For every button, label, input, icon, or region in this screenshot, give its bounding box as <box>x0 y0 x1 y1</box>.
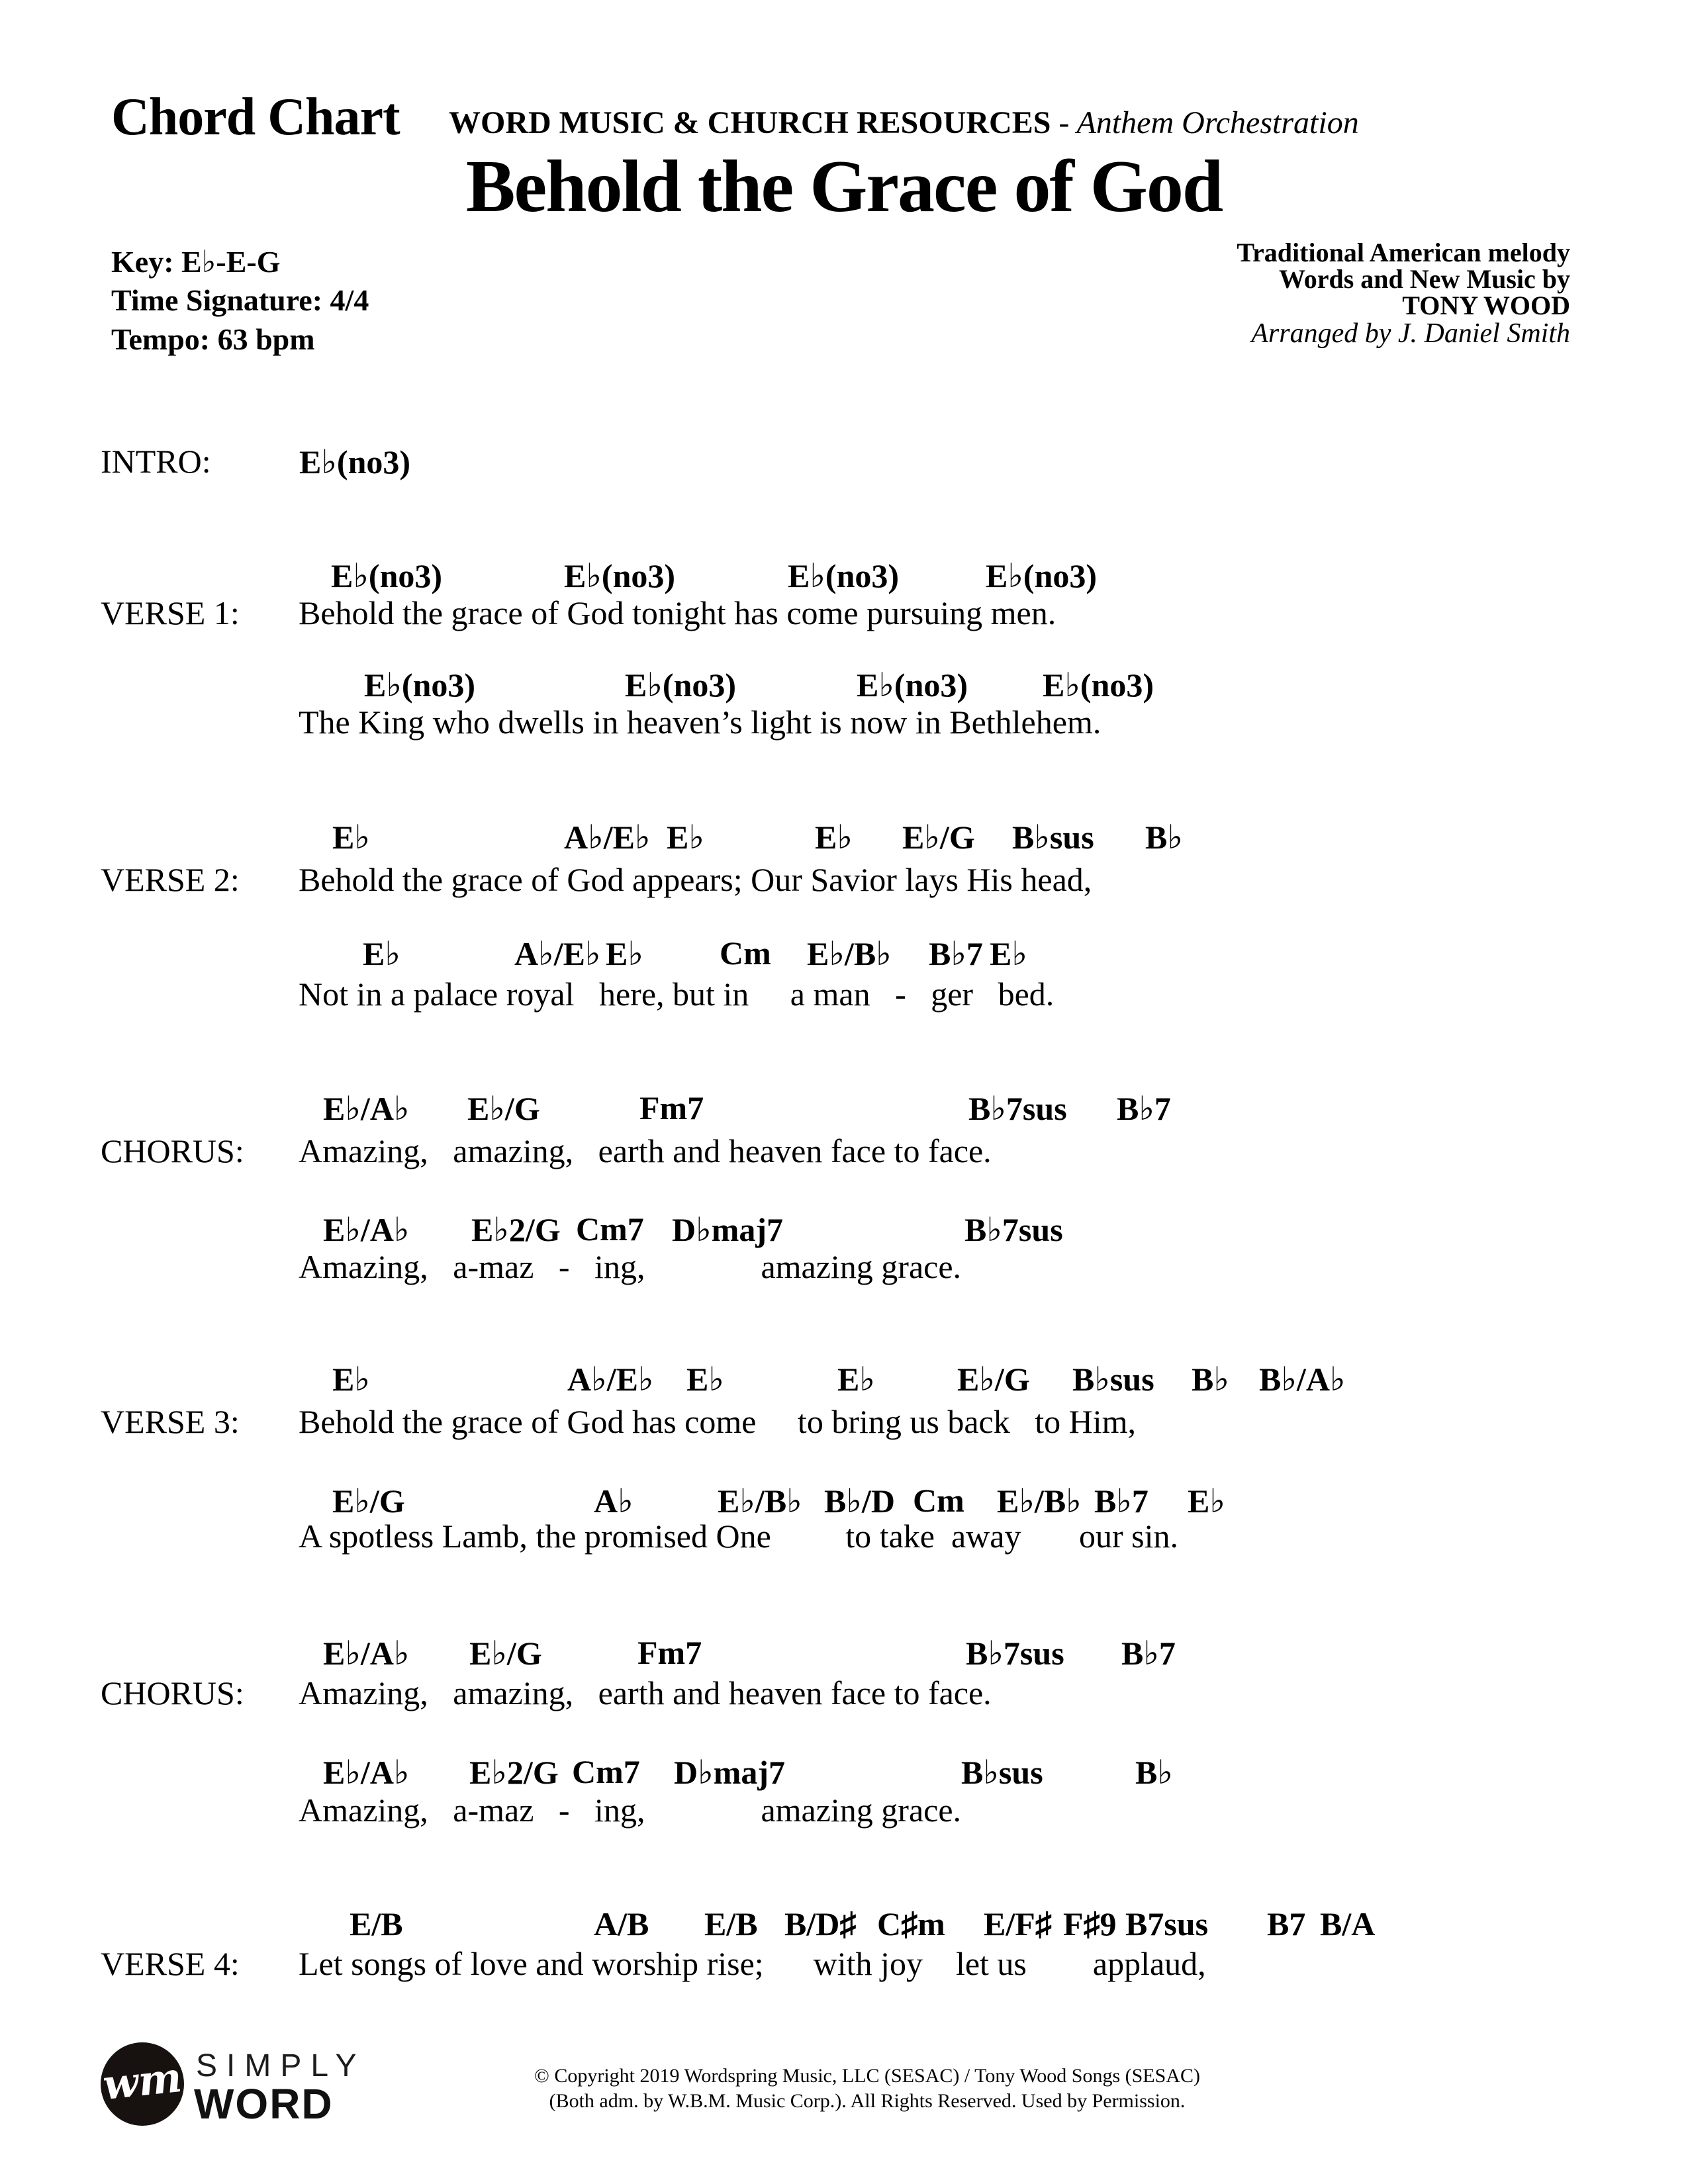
chord: E♭ <box>667 819 704 856</box>
section-label-verse2: VERSE 2: <box>101 861 240 898</box>
publisher-series: - Anthem Orchestration <box>1051 105 1359 140</box>
lyric-line: A spotless Lamb, the promised One to take away our sin. <box>299 1518 1178 1555</box>
section-label-verse1: VERSE 1: <box>101 594 240 631</box>
chord: E♭/G <box>332 1482 405 1520</box>
lyric-line: Not in a palace royal here, but in a man - ger bed. <box>299 976 1055 1013</box>
chord: D♭maj7 <box>674 1754 785 1791</box>
chord: E♭ <box>837 1361 875 1398</box>
chord: E♭ <box>363 935 400 972</box>
song-title: Behold the Grace of God <box>465 146 1223 228</box>
simply-word-logo <box>101 2042 184 2126</box>
lyric-row <box>0 1402 1688 1446</box>
chord: B♭7sus <box>968 1090 1067 1127</box>
lyric-row <box>0 703 1688 747</box>
copyright-line-2: (Both adm. by W.B.M. Music Corp.). All Rights Reserved. Used by Permission. <box>549 2090 1186 2112</box>
chord: A♭/E♭ <box>514 935 601 972</box>
chord: F♯9 <box>1063 1905 1117 1942</box>
chord: E♭2/G <box>471 1211 561 1248</box>
lyric-row <box>0 860 1688 904</box>
meta-key: Key: E♭-E-G <box>111 245 281 279</box>
chord: B♭/A♭ <box>1259 1361 1346 1398</box>
chord: Fm7 <box>637 1634 702 1671</box>
lyric-line: Amazing, amazing, earth and heaven face to face. <box>299 1674 992 1711</box>
chord: B/D♯ <box>784 1905 857 1942</box>
lyric-line: Amazing, a-maz - ing, amazing grace. <box>299 1792 962 1829</box>
chord-row <box>0 442 1688 486</box>
chord: B♭7 <box>1094 1482 1149 1520</box>
doc-type-label: Chord Chart <box>111 88 400 146</box>
chord: Cm <box>720 934 771 972</box>
chord: E♭(no3) <box>788 557 900 594</box>
lyric-line: Behold the grace of God tonight has come pursuing men. <box>299 594 1056 631</box>
chord: E♭ <box>686 1361 724 1398</box>
copyright-notice <box>424 2064 1311 2114</box>
lyric-line: Behold the grace of God has come to bring us back to Him, <box>299 1403 1136 1440</box>
section-label-verse4: VERSE 4: <box>101 1945 240 1982</box>
chord-row <box>0 1905 1688 1948</box>
chord: E/F♯ <box>984 1905 1052 1942</box>
credit-author: TONY WOOD <box>1402 291 1570 320</box>
lyric-line: The King who dwells in heaven’s light is now in Bethlehem. <box>299 704 1102 741</box>
logo-text-simply: SIMPLY <box>196 2048 366 2083</box>
chord: E♭2/G <box>469 1754 559 1791</box>
chord: E♭(no3) <box>364 666 476 704</box>
chord-row <box>0 1633 1688 1677</box>
section-label-intro: INTRO: <box>101 443 211 480</box>
chord: A♭/E♭ <box>567 1361 654 1398</box>
chord: Cm <box>913 1482 964 1519</box>
chord: E♭ <box>990 935 1027 972</box>
chord: E♭/A♭ <box>323 1211 410 1248</box>
chord: E♭/G <box>467 1090 540 1127</box>
lyric-row <box>0 1248 1688 1291</box>
chord: B7sus <box>1125 1905 1209 1942</box>
chord: E♭/A♭ <box>323 1090 410 1127</box>
chord: E♭ <box>332 819 370 856</box>
copyright-line-1: © Copyright 2019 Wordspring Music, LLC (SESAC) / Tony Wood Songs (SESAC) <box>534 2065 1200 2087</box>
chord: D♭maj7 <box>672 1211 783 1248</box>
meta-time-signature: Time Signature: 4/4 <box>111 283 369 317</box>
chord: E/B <box>704 1905 758 1942</box>
chord: E♭/A♭ <box>323 1754 410 1791</box>
chord: E♭ <box>606 935 643 972</box>
lyric-row <box>0 1791 1688 1835</box>
chord: A♭ <box>594 1482 633 1520</box>
lyric-row <box>0 594 1688 637</box>
lyric-row <box>0 1132 1688 1175</box>
chord: B♭7sus <box>964 1211 1063 1248</box>
chord-row <box>0 934 1688 978</box>
chord: E♭(no3) <box>1043 666 1154 704</box>
lyric-line: Let songs of love and worship rise; with joy let us applaud, <box>299 1945 1206 1982</box>
chord: A/B <box>594 1905 649 1942</box>
publisher-line <box>449 105 1359 141</box>
chord: E♭(no3) <box>331 557 443 594</box>
chord: E♭/B♭ <box>807 935 892 972</box>
chord: E♭(no3) <box>625 666 737 704</box>
chord: B♭/D <box>824 1482 895 1520</box>
chord-row <box>0 1752 1688 1796</box>
chord: B♭ <box>1145 819 1183 856</box>
chord: E♭/A♭ <box>323 1635 410 1672</box>
chord: Cm7 <box>572 1753 640 1790</box>
chord-row <box>0 1089 1688 1132</box>
lyric-line: Amazing, a-maz - ing, amazing grace. <box>299 1248 962 1285</box>
chord: Cm7 <box>576 1210 644 1248</box>
lyric-row <box>0 975 1688 1019</box>
chord: E♭/B♭ <box>718 1482 802 1520</box>
chord: E♭/G <box>902 819 975 856</box>
chord: B♭7 <box>1121 1635 1176 1672</box>
section-label-verse3: VERSE 3: <box>101 1403 240 1440</box>
credit-words-music: Words and New Music by <box>1278 264 1570 294</box>
chord: B/A <box>1320 1905 1376 1942</box>
chord: B♭sus <box>1012 819 1094 856</box>
meta-tempo: Tempo: 63 bpm <box>111 322 315 356</box>
publisher-name: WORD MUSIC & CHURCH RESOURCES <box>449 105 1051 140</box>
lyric-row <box>0 1944 1688 1988</box>
logo-text-word: WORD <box>194 2080 334 2128</box>
lyric-line: Amazing, amazing, earth and heaven face to face. <box>299 1132 992 1169</box>
chord: B♭ <box>1135 1754 1173 1791</box>
chord: B♭sus <box>961 1754 1043 1791</box>
chord: B♭ <box>1192 1361 1229 1398</box>
chord: E♭ <box>1188 1482 1225 1520</box>
chord: E♭ <box>332 1361 370 1398</box>
chord: E♭(no3) <box>857 666 968 704</box>
chord: B♭7 <box>1117 1090 1171 1127</box>
chord: B♭7sus <box>966 1635 1064 1672</box>
chord: E♭/G <box>957 1361 1030 1398</box>
chord: E♭/B♭ <box>997 1482 1082 1520</box>
credit-melody: Traditional American melody <box>1237 238 1570 267</box>
chord: E/B <box>350 1905 403 1942</box>
chord: E♭(no3) <box>564 557 676 594</box>
lyric-row <box>0 1517 1688 1561</box>
chord: B7 <box>1267 1905 1306 1942</box>
chord-row <box>0 1359 1688 1403</box>
chord-row <box>0 817 1688 861</box>
lyric-line: Behold the grace of God appears; Our Savior lays His head, <box>299 861 1092 898</box>
chord: E♭(no3) <box>299 443 411 480</box>
chord: B♭7 <box>929 935 983 972</box>
chord: E♭(no3) <box>986 557 1098 594</box>
credit-arranger: Arranged by J. Daniel Smith <box>1251 318 1570 349</box>
section-label-chorus: CHORUS: <box>101 1132 244 1169</box>
chord: Fm7 <box>639 1089 704 1126</box>
wm-monogram: wm <box>101 2052 184 2110</box>
chord: C♯m <box>877 1905 945 1942</box>
chord: E♭ <box>815 819 853 856</box>
chord: E♭/G <box>469 1635 542 1672</box>
section-label-chorus2: CHORUS: <box>101 1674 244 1711</box>
chord: B♭sus <box>1072 1361 1154 1398</box>
lyric-row <box>0 1674 1688 1717</box>
chord: A♭/E♭ <box>564 819 651 856</box>
